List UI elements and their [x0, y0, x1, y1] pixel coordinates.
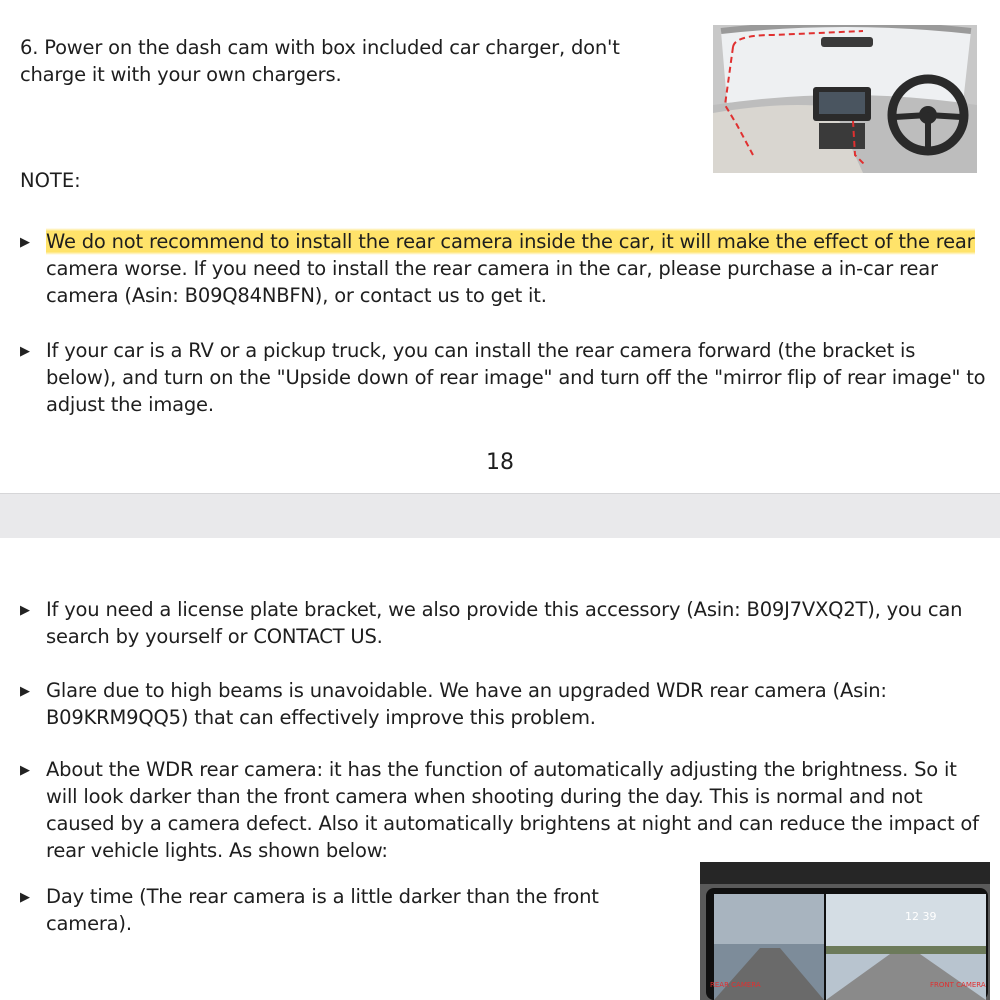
- mirror-dashcam-illustration: [700, 862, 990, 1000]
- bullet-triangle-icon: ▶: [20, 603, 30, 618]
- mirror-dashcam-photo: [700, 862, 990, 1000]
- bullet-triangle-icon: ▶: [20, 235, 30, 250]
- bullet-text: Glare due to high beams is unavoidable. We have an upgraded WDR rear camera (Asin: B09KRM9QQ5) that can effectively improve this problem.: [46, 679, 887, 729]
- list-item: [20, 337, 986, 418]
- note-heading: NOTE:: [20, 169, 81, 192]
- bullet-text: If you need a license plate bracket, we also provide this accessory (Asin: B09J7VXQ2T), you can search by yourself or CONTACT US.: [46, 598, 963, 648]
- list-item: [20, 883, 686, 937]
- front-camera-label: FRONT CAMERA: [930, 981, 986, 989]
- bullet-text: Day time (The rear camera is a little darker than the front camera).: [46, 885, 599, 935]
- bullet-text: If your car is a RV or a pickup truck, you can install the rear camera forward (the bracket is below), and turn on the "Upside down of rear image" and turn off the "mirror flip of rear image" to adjust the image.: [46, 339, 986, 416]
- list-item: [20, 596, 986, 650]
- bullet-triangle-icon: ▶: [20, 684, 30, 699]
- list-item: [20, 228, 986, 309]
- page-separator: [0, 493, 1000, 539]
- list-item: [20, 756, 986, 864]
- mirror-time-label: 12 39: [905, 910, 937, 923]
- bullet-triangle-icon: ▶: [20, 344, 30, 359]
- highlighted-text: We do not recommend to install the rear camera inside the car, it will make the effect of the rear: [46, 230, 975, 253]
- page-number: 18: [486, 450, 514, 475]
- list-item: [20, 677, 986, 731]
- car-interior-illustration: [713, 25, 977, 173]
- bullet-triangle-icon: ▶: [20, 890, 30, 905]
- bullet-triangle-icon: ▶: [20, 763, 30, 778]
- rear-camera-label: REAR CAMERA: [710, 981, 761, 989]
- bullet-text-rest: camera worse. If you need to install the rear camera in the car, please purchase a in-car rear camera (Asin: B09Q84NBFN), or contact us to get it.: [46, 257, 938, 307]
- manual-page-18: [0, 0, 1000, 493]
- bullet-text: About the WDR rear camera: it has the function of automatically adjusting the brightness. So it will look darker than the front camera when shooting during the day. This is normal and not caused by a camera defect. Also it automatically brightens at night and can reduce the impact of rear vehicle lights. As shown below:: [46, 758, 979, 862]
- bullet-text: [46, 228, 986, 309]
- step-6-text: 6. Power on the dash cam with box included car charger, don't charge it with your own chargers.: [20, 36, 620, 86]
- car-interior-photo: [713, 25, 977, 173]
